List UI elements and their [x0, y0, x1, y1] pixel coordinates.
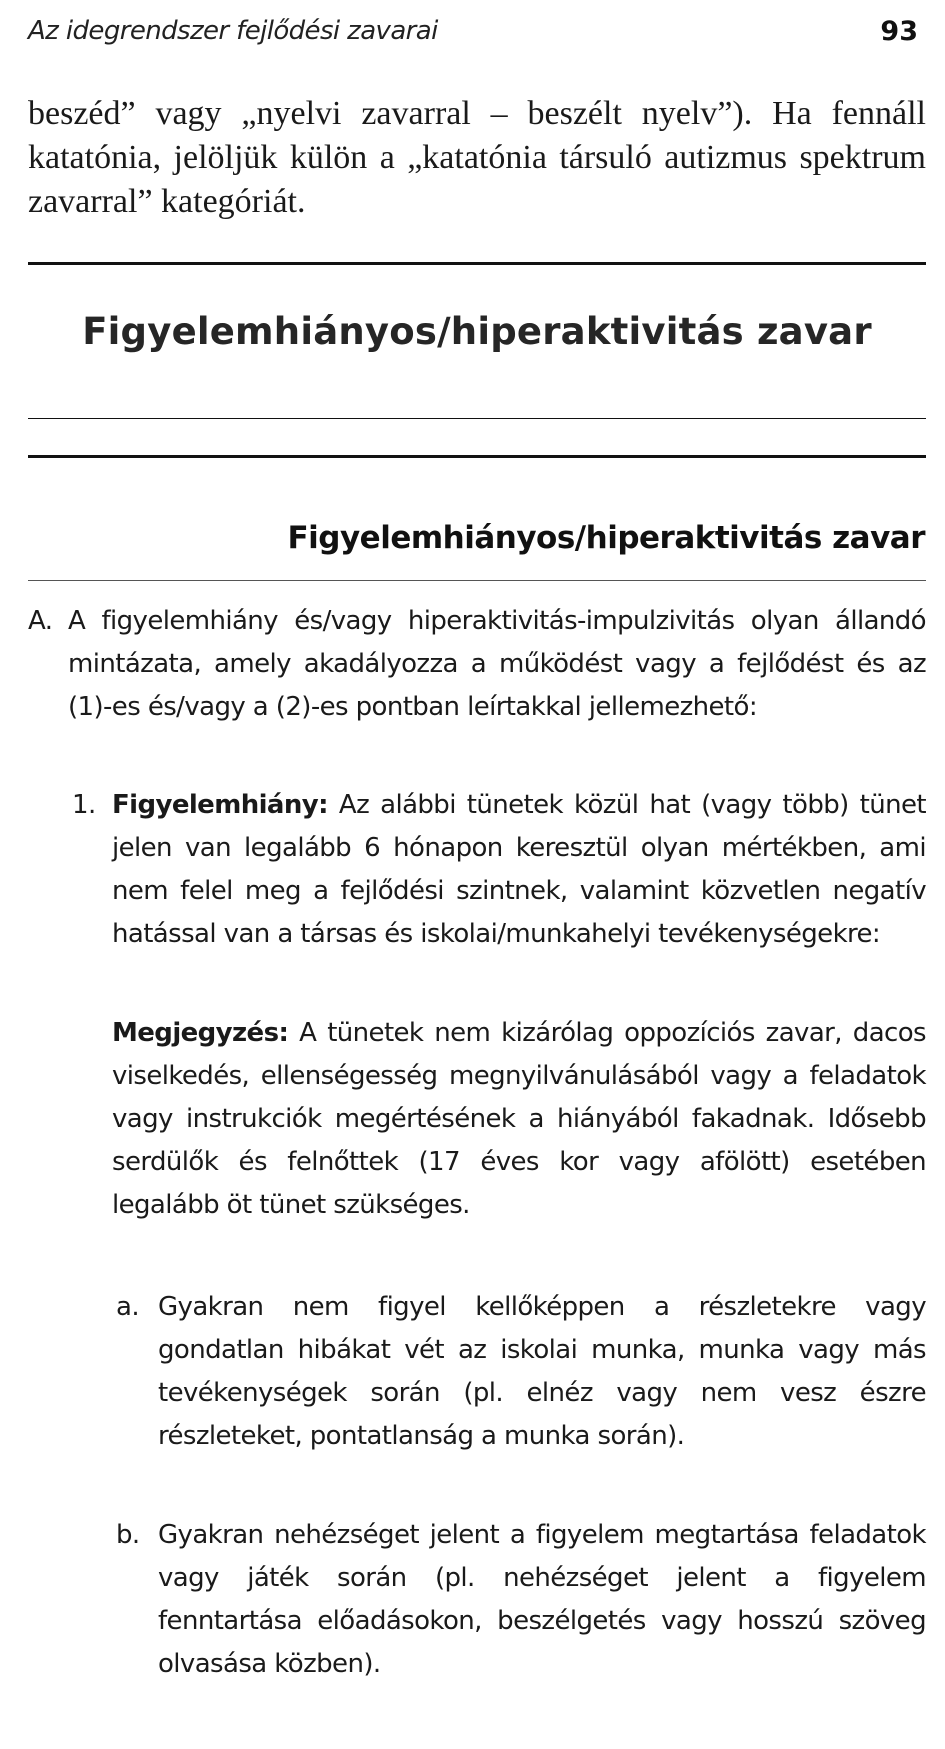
item-1	[68, 784, 926, 956]
subitem-a	[112, 1286, 926, 1458]
criterion-a-text: A figyelemhiány és/vagy hiperaktivitás-impulzivitás olyan állandó mintázata, amely akadályozza a működést vagy a fejlődést és az (1)-es és/vagy a (2)-es pontban leírtakkal jellemezhető:	[68, 606, 926, 722]
criteria-rule-top	[28, 455, 926, 458]
item-1-text: Az alábbi tünetek közül hat (vagy több) tünet jelen van legalább 6 hónapon keresztül olyan mértékben, ami nem felel meg a fejlődési szintnek, valamint közvetlen negatív hatással van a társas és iskolai/munkahelyi tevékenységekre:	[112, 790, 926, 949]
subitem-b	[112, 1514, 926, 1686]
chapter-rule-top	[28, 262, 926, 265]
criteria-box-title: Figyelemhiányos/hiperaktivitás zavar	[287, 520, 925, 556]
page-number: 93	[880, 16, 918, 47]
subitem-a-text: Gyakran nem figyel kellőképpen a részletekre vagy gondatlan hibákat vét az iskolai munka, munka vagy más tevékenységek során (pl. elnéz vagy nem vesz észre részleteket, pontatlanság a munka során).	[158, 1292, 926, 1451]
chapter-rule-bottom	[28, 418, 926, 419]
item-1-marker: 1.	[72, 790, 96, 820]
subitem-a-marker: a.	[116, 1292, 139, 1322]
criterion-a	[28, 600, 926, 729]
note	[112, 1012, 926, 1227]
intro-paragraph: beszéd” vagy „nyelvi zavarral – beszélt nyelv”). Ha fennáll katatónia, jelöljük külön a „katatónia társuló autizmus spektrum zavarral” kategóriát.	[28, 95, 926, 220]
subitem-b-text: Gyakran nehézséget jelent a figyelem megtartása feladatok vagy játék során (pl. nehézséget jelent a figyelem fenntartása előadásokon, beszélgetés vagy hosszú szöveg olvasása közben).	[158, 1520, 926, 1679]
note-text: A tünetek nem kizárólag oppozíciós zavar, dacos viselkedés, ellenségesség megnyilvánulásából vagy a feladatok vagy instrukciók megértésének a hiányából fakadnak. Idősebb serdülők és felnőttek (17 éves kor vagy afölött) esetében legalább öt tünet szükséges.	[112, 1018, 926, 1220]
note-paragraph	[112, 1012, 926, 1227]
criteria-rule-bottom	[28, 580, 926, 581]
running-head	[28, 16, 918, 56]
subitem-b-marker: b.	[116, 1520, 140, 1550]
running-head-title: Az idegrendszer fejlődési zavarai	[28, 16, 438, 46]
item-1-label: Figyelemhiány:	[112, 790, 328, 820]
criterion-a-marker: A.	[28, 606, 53, 636]
chapter-title: Figyelemhiányos/hiperaktivitás zavar	[82, 310, 872, 353]
note-label: Megjegyzés:	[112, 1018, 289, 1048]
item-1-paragraph	[112, 784, 926, 956]
